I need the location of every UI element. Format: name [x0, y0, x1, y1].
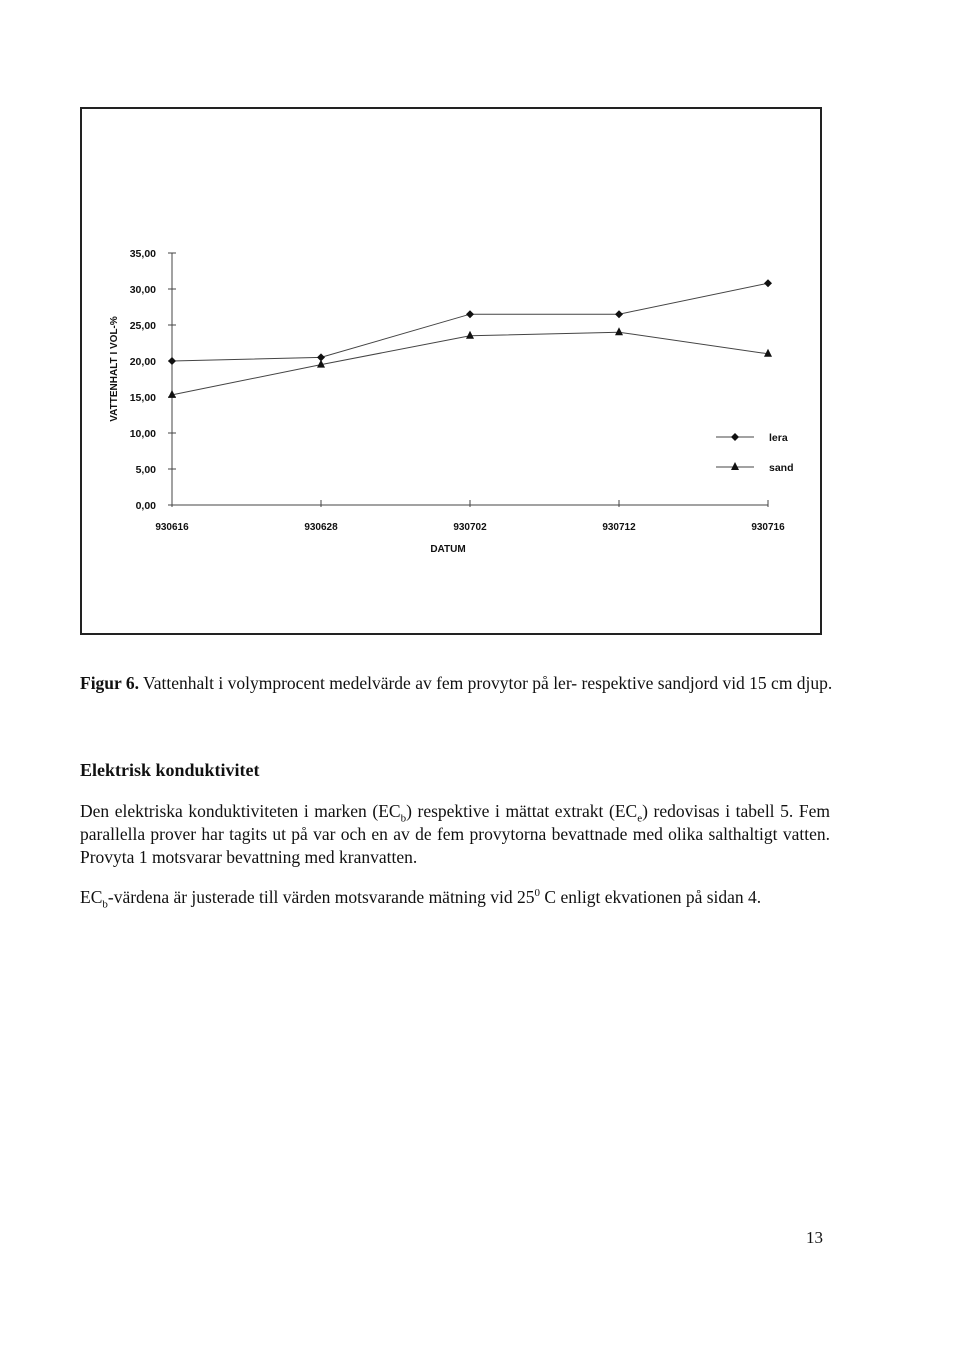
legend-label-sand: sand [769, 462, 794, 474]
series-marker-lera [466, 310, 474, 318]
y-tick-label: 30,00 [129, 284, 156, 296]
series-line-lera [172, 283, 768, 361]
y-tick-label: 25,00 [129, 320, 156, 332]
page-number: 13 [806, 1228, 823, 1247]
y-tick-label: 35,00 [129, 248, 156, 260]
y-tick-label: 15,00 [129, 392, 156, 404]
section-heading: Elektrisk konduktivitet [80, 760, 260, 780]
water-content-chart [82, 109, 820, 633]
series-marker-lera [764, 279, 772, 287]
y-tick-label: 5,00 [135, 464, 156, 476]
legend-marker-lera [731, 433, 739, 441]
x-tick-label: 930702 [453, 522, 487, 533]
series-marker-lera [615, 310, 623, 318]
y-tick-label: 10,00 [129, 428, 156, 440]
paragraph-conductivity: Den elektriska konduktiviteten i marken $(EC_b)$ respektive i mättat extrakt $(EC_e)$ redovisas i tabell 5. Fem parallella prover har tagits ut på var och en av de fem provytorna bevattnade med olika salthaltigt vatten. Provyta 1 motsvarar bevattning med kranvatten. [80, 801, 830, 867]
series-marker-sand [615, 327, 623, 335]
x-tick-label: 930616 [155, 522, 189, 533]
caption-label: Figur 6. [80, 673, 139, 693]
series-line-sand [172, 332, 768, 395]
figure-frame [80, 107, 822, 635]
legend-marker-sand [731, 462, 739, 470]
x-tick-label: 930716 [751, 522, 785, 533]
figure-caption [80, 672, 860, 695]
y-tick-label: 20,00 [129, 356, 156, 368]
x-axis-title: DATUM [430, 544, 466, 555]
series-marker-lera [168, 357, 176, 365]
x-tick-label: 930712 [602, 522, 636, 533]
legend-label-lera: lera [769, 432, 788, 444]
series-marker-sand [466, 331, 474, 339]
y-tick-label: 0,00 [135, 500, 156, 512]
x-tick-label: 930628 [304, 522, 338, 533]
series-marker-sand [764, 349, 772, 357]
paragraph-ecb-adjustment: $EC_b$-värdena är justerade till värden motsvarande mätning vid $25^0$ C enligt ekvationen på sidan 4. [80, 887, 762, 911]
caption-text: Vattenhalt i volymprocent medelvärde av fem provytor på ler- respektive sandjord vid 15 cm djup. [139, 673, 833, 693]
y-axis-title: VATTENHALT I VOL-% [109, 316, 120, 422]
